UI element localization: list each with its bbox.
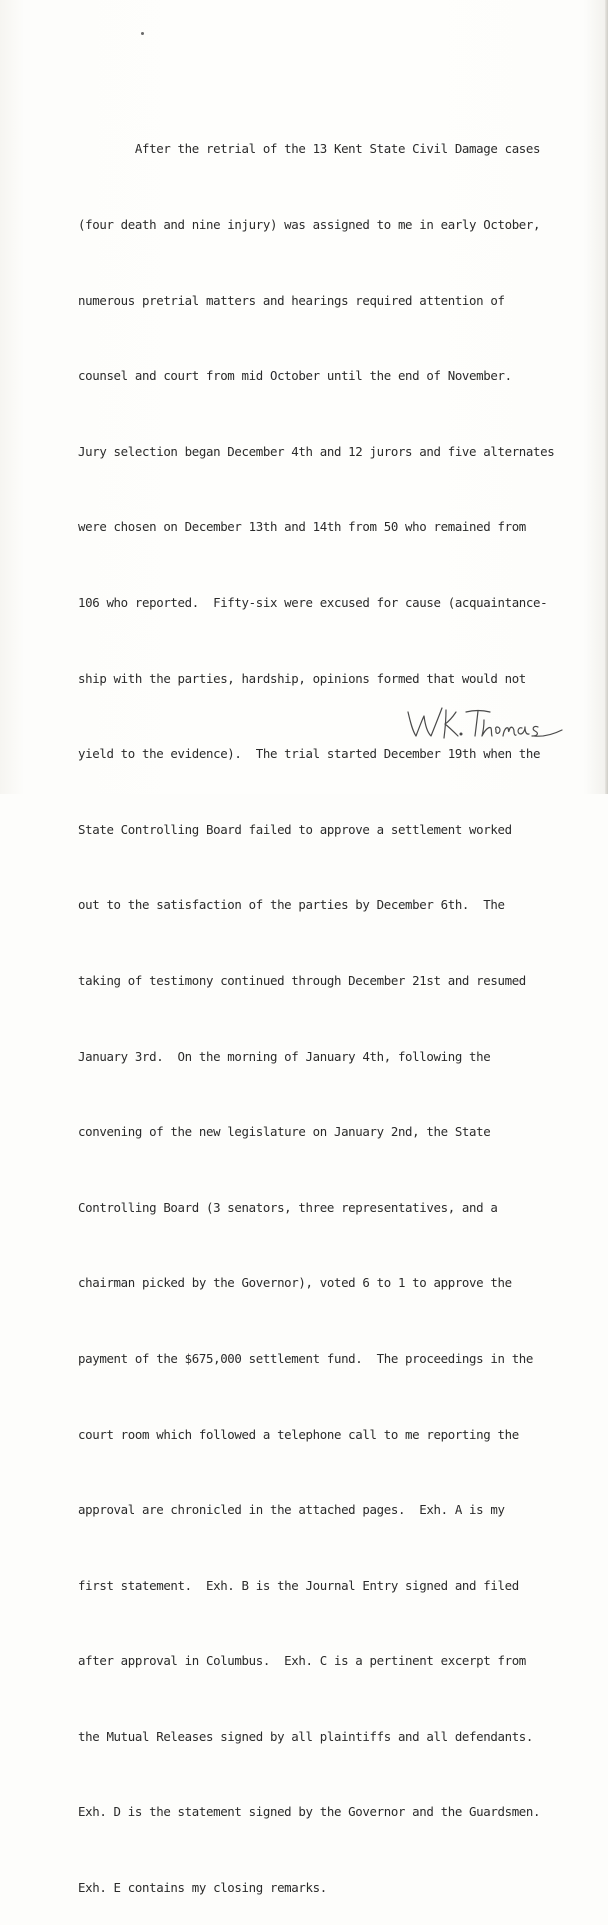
body-line-2: (four death and nine injury) was assigned to me in early October, bbox=[78, 217, 541, 232]
body-line-13: January 3rd. On the morning of January 4th, following the bbox=[78, 1048, 491, 1064]
body-line-20: first statement. Exh. B is the Journal Entry signed and filed bbox=[78, 1577, 519, 1593]
body-line-16: chairman picked by the Governor), voted 6 to 1 to approve the bbox=[78, 1275, 512, 1291]
handwritten-signature bbox=[398, 700, 578, 750]
body-line-22: the Mutual Releases signed by all plaintiffs and all defendants. bbox=[78, 1728, 534, 1744]
body-line-18: court room which followed a telephone call to me reporting the bbox=[78, 1426, 519, 1442]
body-line-1: After the retrial of the 13 Kent State Civil Damage cases bbox=[78, 141, 541, 157]
body-line-23: Exh. D is the statement signed by the Governor and the Guardsmen. bbox=[78, 1804, 541, 1820]
body-line-12: taking of testimony continued through December 21st and resumed bbox=[78, 972, 526, 988]
body-line-21: after approval in Columbus. Exh. C is a pertinent excerpt from bbox=[78, 1653, 526, 1669]
body-line-14: convening of the new legislature on January 2nd, the State bbox=[78, 1124, 491, 1140]
body-line-7: 106 who reported. Fifty-six were excused for cause (acquaintance- bbox=[78, 594, 548, 610]
document-body bbox=[78, 86, 588, 1925]
body-line-19: approval are chronicled in the attached pages. Exh. A is my bbox=[78, 1502, 505, 1518]
body-line-5: Jury selection began December 4th and 12 jurors and five alternates bbox=[78, 443, 555, 459]
paper-speck bbox=[141, 32, 144, 35]
body-line-6: were chosen on December 13th and 14th from 50 who remained from bbox=[78, 519, 526, 535]
body-line-24: Exh. E contains my closing remarks. bbox=[78, 1880, 327, 1896]
body-line-3: numerous pretrial matters and hearings required attention of bbox=[78, 292, 505, 308]
body-line-17: payment of the $675,000 settlement fund. The proceedings in the bbox=[78, 1350, 534, 1366]
body-line-4: counsel and court from mid October until the end of November. bbox=[78, 368, 512, 384]
body-line-8: ship with the parties, hardship, opinions formed that would not bbox=[78, 670, 526, 686]
body-line-11: out to the satisfaction of the parties by December 6th. The bbox=[78, 897, 505, 913]
body-line-10: State Controlling Board failed to approve a settlement worked bbox=[78, 821, 512, 837]
body-line-9: yield to the evidence). The trial started December 19th when the bbox=[78, 746, 541, 762]
body-line-15: Controlling Board (3 senators, three representatives, and a bbox=[78, 1199, 498, 1215]
